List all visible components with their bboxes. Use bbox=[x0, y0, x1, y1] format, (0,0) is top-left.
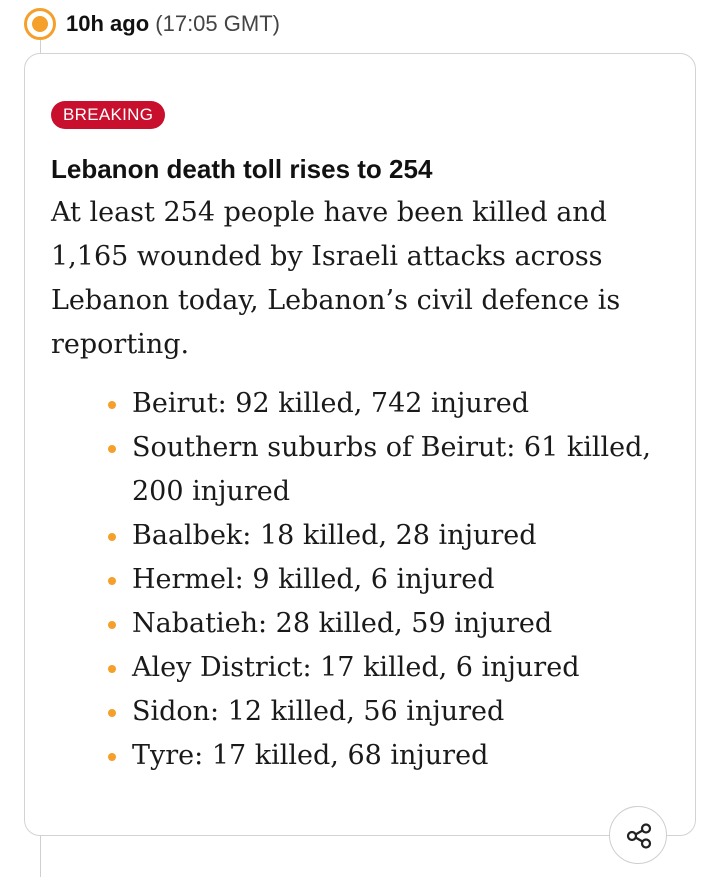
list-item bbox=[132, 382, 672, 426]
list-item bbox=[132, 602, 672, 646]
timeline-dot-inner bbox=[32, 16, 48, 32]
share-button[interactable] bbox=[609, 806, 667, 864]
time-gmt: (17:05 GMT) bbox=[155, 11, 280, 36]
bullet-icon bbox=[108, 665, 116, 673]
list-item bbox=[132, 426, 672, 514]
share-icon bbox=[622, 819, 656, 853]
list-item bbox=[132, 734, 672, 778]
list-item bbox=[132, 646, 672, 690]
list-item-text: Sidon: 12 killed, 56 injured bbox=[132, 696, 505, 727]
bullet-icon bbox=[108, 445, 116, 453]
bullet-icon bbox=[108, 577, 116, 585]
bullet-icon bbox=[108, 621, 116, 629]
list-item bbox=[132, 514, 672, 558]
bullet-icon bbox=[108, 533, 116, 541]
list-item-text: Nabatieh: 28 killed, 59 injured bbox=[132, 608, 553, 639]
list-item bbox=[132, 558, 672, 602]
list-item-text: Southern suburbs of Beirut: 61 killed, 200 injured bbox=[132, 432, 651, 507]
timeline-dot-icon bbox=[24, 8, 56, 40]
list-item-text: Beirut: 92 killed, 742 injured bbox=[132, 388, 529, 419]
casualty-list bbox=[132, 382, 672, 778]
time-ago: 10h ago bbox=[66, 11, 150, 36]
breaking-badge: BREAKING bbox=[51, 101, 165, 129]
bullet-icon bbox=[108, 753, 116, 761]
bullet-icon bbox=[108, 709, 116, 717]
live-post-card bbox=[24, 53, 696, 836]
list-item-text: Tyre: 17 killed, 68 injured bbox=[132, 740, 489, 771]
list-item-text: Hermel: 9 killed, 6 injured bbox=[132, 564, 495, 595]
list-item bbox=[132, 690, 672, 734]
post-headline: Lebanon death toll rises to 254 bbox=[51, 154, 433, 184]
post-timestamp bbox=[66, 10, 280, 38]
list-item-text: Aley District: 17 killed, 6 injured bbox=[132, 652, 580, 683]
post-body: At least 254 people have been killed and 1,165 wounded by Israeli attacks across Lebanon today, Lebanon’s civil defence is reporting. bbox=[51, 197, 621, 360]
list-item-text: Baalbek: 18 killed, 28 injured bbox=[132, 520, 537, 551]
bullet-icon bbox=[108, 401, 116, 409]
